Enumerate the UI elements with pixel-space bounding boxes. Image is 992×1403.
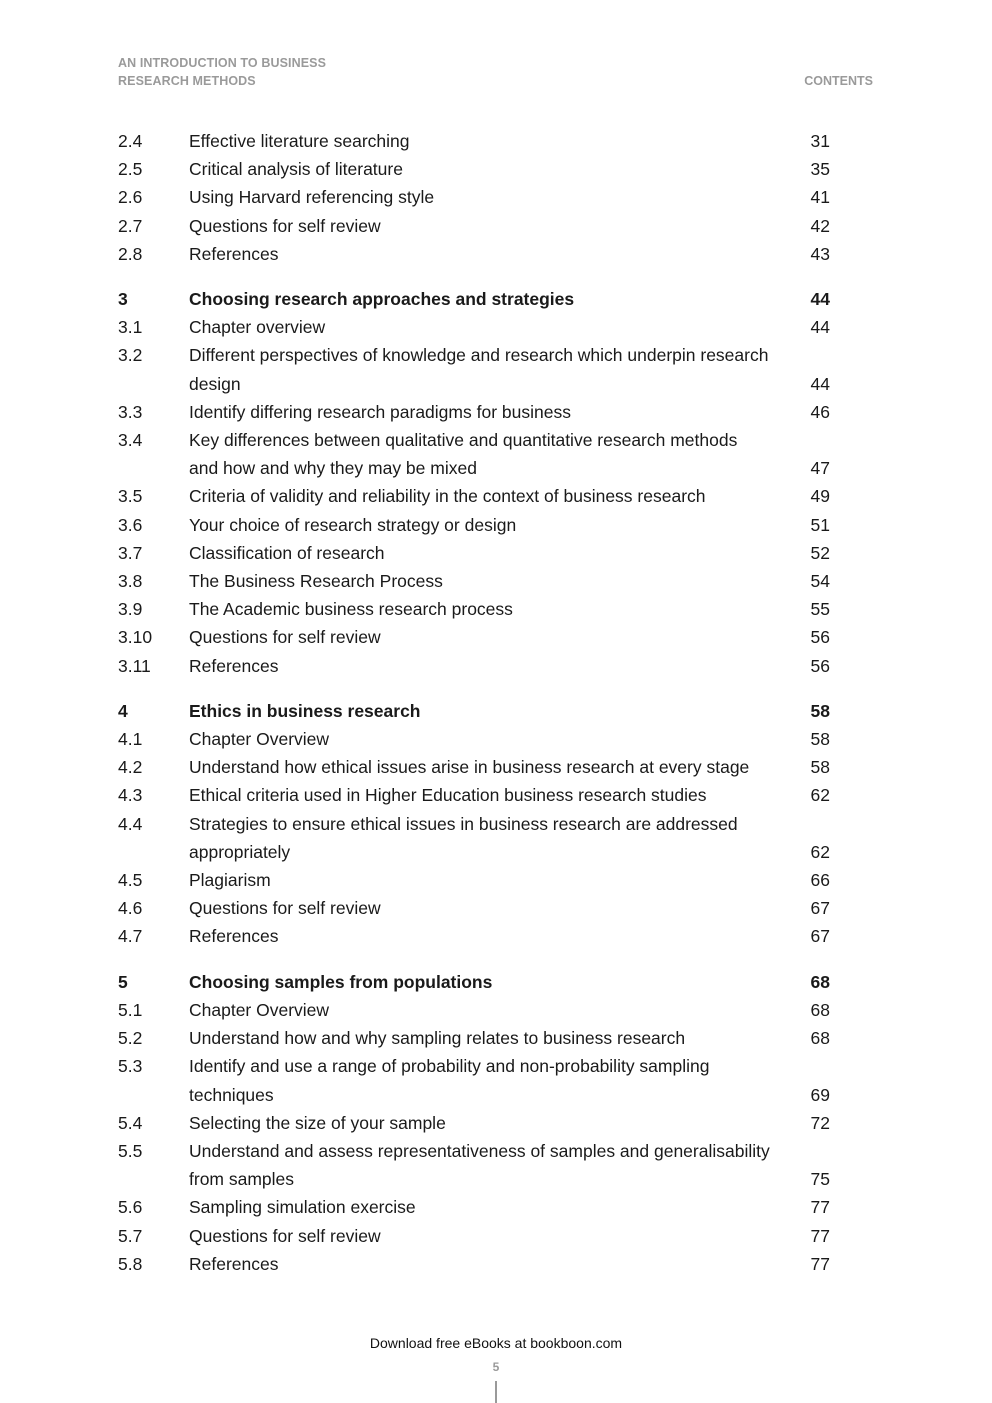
toc-entry-page: 62 — [810, 785, 830, 806]
toc-entry-row[interactable] — [118, 781, 830, 809]
toc-entry-row[interactable] — [118, 426, 830, 482]
toc-entry-page: 44 — [810, 317, 830, 338]
download-link[interactable]: Download free eBooks at bookboon.com — [369, 1335, 623, 1351]
toc-entry-title: References — [189, 655, 279, 676]
toc-entry-page: 62 — [810, 841, 830, 862]
toc-entry-row[interactable] — [118, 1137, 830, 1193]
toc-entry-page: 31 — [810, 131, 830, 151]
toc-chapter-row[interactable] — [118, 968, 830, 996]
toc-entry-number: 4.7 — [118, 926, 143, 947]
toc-entry-number: 2.4 — [118, 131, 143, 151]
toc-entry-row[interactable] — [118, 511, 830, 539]
toc-entry-row[interactable] — [118, 894, 830, 922]
toc-entry-page: 58 — [810, 700, 830, 721]
toc-entry-number: 5.8 — [118, 1253, 143, 1274]
toc-entry-number: 5.6 — [118, 1197, 143, 1218]
toc-entry-number: 3.1 — [118, 317, 143, 338]
toc-entry-title: Using Harvard referencing style — [189, 187, 435, 208]
toc-entry-number: 3.10 — [118, 627, 153, 648]
toc-entry-page: 54 — [810, 571, 830, 592]
toc-entry-number: 5.1 — [118, 999, 143, 1020]
toc-entry-title: Ethical criteria used in Higher Education business research studies — [189, 785, 707, 806]
toc-entry-row[interactable] — [118, 341, 830, 397]
toc-entry-number: 2.7 — [118, 215, 143, 236]
toc-entry-title: Effective literature searching — [189, 131, 410, 151]
toc-entry-page: 67 — [810, 926, 830, 947]
toc-entry-row[interactable] — [118, 183, 830, 211]
toc-entry-row[interactable] — [118, 1052, 830, 1108]
toc-entry-row[interactable] — [118, 725, 830, 753]
book-title-line-2: RESEARCH METHODS — [118, 74, 256, 88]
toc-entry-number: 5.5 — [118, 1140, 143, 1161]
toc-entry-row[interactable] — [118, 922, 830, 950]
toc-entry-number: 3.9 — [118, 599, 143, 620]
toc-entry-row[interactable] — [118, 567, 830, 595]
toc-entry-title: Classification of research — [189, 542, 385, 563]
toc-entry-title: Selecting the size of your sample — [189, 1112, 446, 1133]
toc-entry-title: References — [189, 926, 279, 947]
toc-entry-row[interactable] — [118, 1109, 830, 1137]
toc-entry-page: 42 — [810, 215, 830, 236]
page-divider — [495, 1381, 497, 1403]
toc-chapter-row[interactable] — [118, 285, 830, 313]
toc-entry-title: Understand and assess representativeness of samples and generalisability from samples — [189, 1140, 770, 1190]
toc-entry-title: Identify and use a range of probability and non-probability sampling techniques — [189, 1056, 710, 1105]
toc-entry-number: 2.5 — [118, 159, 143, 180]
toc-entry-title: Your choice of research strategy or design — [189, 514, 517, 535]
toc-entry-number: 4.3 — [118, 785, 143, 806]
toc-entry-title: Strategies to ensure ethical issues in business research are addressed appropriately — [189, 813, 738, 862]
toc-entry-number: 3.8 — [118, 571, 143, 592]
toc-entry-title: Chapter Overview — [189, 999, 330, 1020]
toc-entry-title: Critical analysis of literature — [189, 159, 403, 180]
toc-entry-row[interactable] — [118, 753, 830, 781]
toc-entry-title: Sampling simulation exercise — [189, 1197, 416, 1218]
toc-entry-number: 5.4 — [118, 1112, 143, 1133]
toc-entry-title: References — [189, 243, 279, 264]
toc-entry-number: 4.6 — [118, 898, 143, 919]
toc-entry-number: 3.2 — [118, 345, 143, 366]
toc-entry-page: 51 — [810, 514, 830, 535]
toc-entry-row[interactable] — [118, 313, 830, 341]
toc-entry-title: Ethics in business research — [189, 700, 421, 721]
toc-entry-title: Choosing samples from populations — [189, 971, 493, 992]
toc-entry-row[interactable] — [118, 398, 830, 426]
toc-entry-page: 47 — [810, 458, 830, 479]
toc-entry-number: 3.5 — [118, 486, 143, 507]
toc-entry-row[interactable] — [118, 127, 830, 155]
toc-entry-number: 5 — [118, 971, 128, 992]
toc-entry-number: 4.5 — [118, 870, 143, 891]
toc-entry-number: 4.2 — [118, 757, 143, 778]
toc-entry-number: 5.3 — [118, 1056, 143, 1077]
toc-entry-page: 35 — [810, 159, 830, 180]
toc-entry-title: Choosing research approaches and strategies — [189, 289, 575, 310]
toc-entry-page: 72 — [810, 1112, 830, 1133]
book-title — [118, 54, 326, 90]
toc-entry-number: 3.4 — [118, 430, 143, 451]
toc-entry-title: Criteria of validity and reliability in the context of business research — [189, 486, 706, 507]
toc-entry-title: Chapter Overview — [189, 729, 330, 750]
toc-entry-page: 41 — [810, 187, 830, 208]
toc-entry-page: 58 — [810, 729, 830, 750]
book-title-line-1: AN INTRODUCTION TO BUSINESS — [118, 56, 327, 70]
toc-entry-number: 4.1 — [118, 729, 143, 750]
toc-entry-row[interactable] — [118, 623, 830, 651]
toc-entry-page: 43 — [810, 243, 830, 264]
toc-entry-row[interactable] — [118, 1222, 830, 1250]
toc-entry-page: 77 — [810, 1225, 830, 1246]
toc-entry-row[interactable] — [118, 1024, 830, 1052]
toc-entry-title: The Business Research Process — [189, 571, 443, 592]
toc-entry-page: 46 — [810, 401, 830, 422]
toc-entry-page: 58 — [810, 757, 830, 778]
toc-entry-row[interactable] — [118, 1250, 830, 1278]
toc-entry-page: 77 — [810, 1197, 830, 1218]
toc-entry-title: The Academic business research process — [189, 599, 513, 620]
toc-entry-page: 75 — [810, 1169, 830, 1190]
toc-entry-number: 3.6 — [118, 514, 143, 535]
toc-entry-page: 67 — [810, 898, 830, 919]
toc-entry-page: 68 — [810, 999, 830, 1020]
toc-entry-page: 66 — [810, 870, 830, 891]
toc-entry-page: 56 — [810, 655, 830, 676]
toc-entry-number: 2.8 — [118, 243, 143, 264]
section-label: CONTENTS — [804, 74, 873, 88]
toc-entry-page: 49 — [810, 486, 830, 507]
toc-entry-title: Key differences between qualitative and quantitative research methods and how and why they may be mixed — [189, 430, 738, 479]
toc-entry-title: Questions for self review — [189, 1225, 381, 1246]
toc-entry-title: Chapter overview — [189, 317, 326, 338]
toc-entry-title: Different perspectives of knowledge and research which underpin research design — [189, 345, 769, 394]
toc-entry-title: Understand how ethical issues arise in business research at every stage — [189, 757, 750, 778]
toc-entry-page: 56 — [810, 627, 830, 648]
toc-entry-row[interactable] — [118, 1193, 830, 1221]
toc-entry-page: 68 — [810, 971, 830, 992]
toc-entry-number: 2.6 — [118, 187, 143, 208]
toc-entry-number: 3.11 — [118, 655, 151, 676]
toc-entry-title: Understand how and why sampling relates to business research — [189, 1028, 686, 1049]
toc-entry-number: 4.4 — [118, 813, 143, 834]
toc-entry-page: 77 — [810, 1253, 830, 1274]
table-of-contents — [118, 127, 830, 1278]
toc-entry-page: 69 — [810, 1084, 830, 1105]
toc-entry-number: 4 — [118, 700, 128, 721]
toc-entry-page: 68 — [810, 1028, 830, 1049]
toc-entry-title: References — [189, 1253, 279, 1274]
toc-entry-number: 5.7 — [118, 1225, 143, 1246]
toc-entry-row[interactable] — [118, 482, 830, 510]
toc-entry-number: 3 — [118, 289, 128, 310]
toc-entry-number: 5.2 — [118, 1028, 143, 1049]
toc-entry-row[interactable] — [118, 866, 830, 894]
toc-entry-page: 44 — [810, 373, 830, 394]
toc-entry-row[interactable] — [118, 155, 830, 183]
toc-entry-page: 52 — [810, 542, 830, 563]
toc-entry-title: Questions for self review — [189, 898, 381, 919]
toc-entry-page: 44 — [810, 289, 830, 310]
toc-entry-title: Questions for self review — [189, 627, 381, 648]
toc-chapter-row[interactable] — [118, 697, 830, 725]
toc-entry-title: Questions for self review — [189, 215, 381, 236]
toc-entry-title: Identify differing research paradigms for business — [189, 401, 571, 422]
toc-entry-row[interactable] — [118, 212, 830, 240]
toc-entry-row[interactable] — [118, 996, 830, 1024]
toc-entry-title: Plagiarism — [189, 870, 271, 891]
toc-entry-row[interactable] — [118, 595, 830, 623]
toc-entry-page: 55 — [810, 599, 830, 620]
toc-entry-row[interactable] — [118, 652, 830, 680]
toc-entry-number: 3.7 — [118, 542, 143, 563]
page-number: 5 — [492, 1360, 500, 1374]
toc-entry-row[interactable] — [118, 539, 830, 567]
toc-entry-row[interactable] — [118, 810, 830, 866]
toc-entry-number: 3.3 — [118, 401, 143, 422]
toc-entry-row[interactable] — [118, 240, 830, 268]
